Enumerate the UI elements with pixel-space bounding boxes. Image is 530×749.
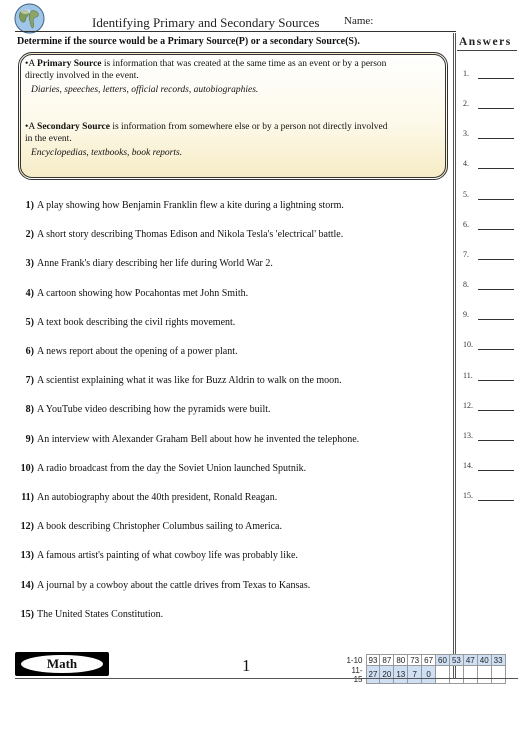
score-cell: 93 [366, 655, 380, 666]
score-cell: 7 [408, 666, 422, 684]
question-text: An interview with Alexander Graham Bell about how he invented the telephone. [37, 434, 360, 445]
question-text: A famous artist's painting of what cowboy life was probably like. [37, 550, 298, 561]
question-number: 3) [25, 258, 34, 269]
score-cell: 33 [491, 655, 505, 666]
answer-number: 14. [463, 461, 473, 470]
answer-number: 13. [463, 431, 473, 440]
answer-blank[interactable] [478, 500, 514, 501]
question-text: A radio broadcast from the day the Soviet Union launched Sputnik. [37, 463, 307, 474]
question-text: A news report about the opening of a power plant. [37, 346, 238, 357]
name-label: Name: [344, 15, 374, 27]
secondary-definition-line2: in the event. [25, 134, 72, 144]
primary-term: Primary Source [37, 59, 102, 69]
score-table [341, 654, 506, 684]
question-number: 15) [20, 609, 34, 620]
question-text: A play showing how Benjamin Franklin flew a kite during a lightning storm. [37, 200, 344, 211]
question-number: 1) [25, 200, 34, 211]
secondary-definition [25, 121, 430, 134]
answer-blank[interactable] [478, 168, 514, 169]
answer-number: 11. [463, 371, 473, 380]
score-cell: 67 [422, 655, 436, 666]
question-text: Anne Frank's diary describing her life during World War 2. [37, 258, 273, 269]
score-cell: 40 [477, 655, 491, 666]
answer-blank[interactable] [478, 349, 514, 350]
score-cell [436, 666, 450, 684]
question-text: A YouTube video describing how the pyramids were built. [37, 404, 271, 415]
score-range-label: 1-10 [346, 655, 363, 665]
primary-definition-text: is information that was created at the same time as an event or by a person [101, 59, 387, 69]
score-cell: 53 [449, 655, 463, 666]
question-number: 4) [25, 288, 34, 299]
score-cell: 27 [366, 666, 380, 684]
answer-blank[interactable] [478, 108, 514, 109]
answer-number: 8. [463, 280, 469, 289]
question-number: 2) [25, 229, 34, 240]
score-cell [449, 666, 463, 684]
answer-blank[interactable] [478, 229, 514, 230]
score-cell: 13 [394, 666, 408, 684]
answer-number: 15. [463, 491, 473, 500]
score-cell: 87 [380, 655, 394, 666]
question-text: A text book describing the civil rights movement. [37, 317, 236, 328]
score-cell: 80 [394, 655, 408, 666]
question-number: 12) [20, 521, 34, 532]
score-cell: 20 [380, 666, 394, 684]
question-number: 13) [20, 550, 34, 561]
question-text: A journal by a cowboy about the cattle drives from Texas to Kansas. [37, 580, 311, 591]
score-cell: 0 [422, 666, 436, 684]
score-cell: 60 [436, 655, 450, 666]
score-cell: 73 [408, 655, 422, 666]
question-text: A book describing Christopher Columbus sailing to America. [37, 521, 282, 532]
score-cell [463, 666, 477, 684]
secondary-examples: Encyclopedias, textbooks, book reports. [31, 148, 183, 158]
answer-blank[interactable] [478, 289, 514, 290]
header-divider [15, 31, 456, 32]
primary-examples: Diaries, speeches, letters, official records, autobiographies. [31, 85, 259, 95]
question-number: 11) [21, 492, 34, 503]
question-number: 5) [25, 317, 34, 328]
score-cell [477, 666, 491, 684]
answer-number: 12. [463, 401, 473, 410]
secondary-bullet: •A [25, 122, 38, 132]
answer-number: 2. [463, 99, 469, 108]
answer-number: 5. [463, 190, 469, 199]
answer-number: 10. [463, 340, 473, 349]
page-number: 1 [242, 656, 251, 675]
question-text: An autobiography about the 40th president, Ronald Reagan. [37, 492, 278, 503]
answer-blank[interactable] [478, 470, 514, 471]
question-number: 8) [25, 404, 34, 415]
question-number: 10) [20, 463, 34, 474]
score-row [341, 655, 505, 666]
question-text: A short story describing Thomas Edison and Nikola Tesla's 'electrical' battle. [37, 229, 344, 240]
score-cell [491, 666, 505, 684]
answer-blank[interactable] [478, 410, 514, 411]
answer-blank[interactable] [478, 440, 514, 441]
answers-title-underline [457, 50, 517, 51]
answers-title: Answers [459, 36, 512, 48]
question-number: 14) [20, 580, 34, 591]
answer-blank[interactable] [478, 138, 514, 139]
question-number: 9) [25, 434, 34, 445]
question-number: 7) [25, 375, 34, 386]
answer-number: 6. [463, 220, 469, 229]
secondary-definition-text: is information from somewhere else or by a person not directly involved [109, 122, 388, 132]
answer-number: 3. [463, 129, 469, 138]
secondary-term: Secondary Source [37, 122, 110, 132]
score-cell: 47 [463, 655, 477, 666]
score-row [341, 666, 505, 684]
globe-icon [14, 3, 45, 34]
answer-number: 4. [463, 159, 469, 168]
question-text: A scientist explaining what it was like for Buzz Aldrin to walk on the moon. [37, 375, 342, 386]
question-number: 6) [25, 346, 34, 357]
primary-definition-line2: directly involved in the event. [25, 71, 139, 81]
worksheet-title: Identifying Primary and Secondary Sources [92, 15, 320, 30]
answer-blank[interactable] [478, 319, 514, 320]
answer-number: 9. [463, 310, 469, 319]
question-text: The United States Constitution. [37, 609, 164, 620]
footer-divider [15, 678, 518, 679]
primary-definition [25, 58, 430, 71]
instructions: Determine if the source would be a Primary Source(P) or a secondary Source(S). [17, 36, 360, 47]
answer-number: 1. [463, 69, 469, 78]
answer-number: 7. [463, 250, 469, 259]
answer-blank[interactable] [478, 78, 514, 79]
answer-blank[interactable] [478, 380, 514, 381]
question-text: A cartoon showing how Pocahontas met John Smith. [37, 288, 249, 299]
subject-label: Math [46, 656, 78, 671]
primary-bullet: •A [25, 59, 38, 69]
answer-blank[interactable] [478, 199, 514, 200]
answer-blank[interactable] [478, 259, 514, 260]
score-range-label: 11-15 [351, 665, 363, 684]
